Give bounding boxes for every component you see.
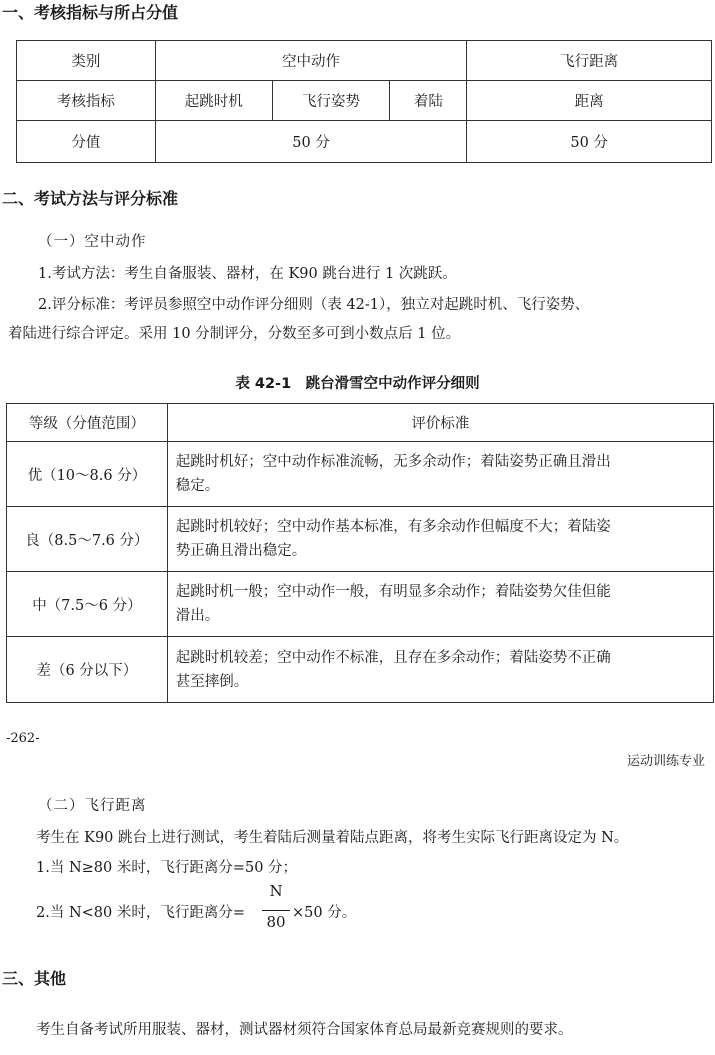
table-row [7, 442, 714, 507]
paragraph: 2.当 N<80 米时，飞行距离分= [36, 905, 245, 921]
paragraph: 着陆进行综合评定。采用 10 分制评分，分数至多可到小数点后 1 位。 [8, 326, 461, 342]
table-row [7, 572, 714, 637]
table-cell: 50 分 [155, 121, 467, 163]
criteria-cell [167, 507, 713, 572]
subsection-title: （一）空中动作 [38, 234, 147, 250]
criteria-line: 起跳时机一般；空中动作一般，有明显多余动作；着陆姿势欠佳但能 [175, 584, 611, 600]
fraction-numerator: N [269, 882, 283, 900]
table-cell: 空中动作 [155, 41, 467, 81]
section2-heading: 二、考试方法与评分标准 [2, 189, 179, 208]
paragraph: 2.评分标准：考评员参照空中动作评分细则（表 42-1），独立对起跳时机、飞行姿势、 [38, 297, 590, 313]
table-row [7, 507, 714, 572]
paragraph: 1.考试方法：考生自备服装、器材，在 K90 跳台进行 1 次跳跃。 [38, 266, 457, 282]
fraction-denominator: 80 [266, 913, 286, 931]
criteria-cell [167, 572, 713, 637]
table-cell: 分值 [17, 121, 156, 163]
table-cell: 飞行姿势 [272, 81, 390, 121]
criteria-line: 甚至摔倒。 [175, 673, 249, 690]
table-cell: 考核指标 [17, 81, 156, 121]
criteria-cell [167, 637, 713, 703]
table-header: 评价标准 [167, 404, 713, 442]
criteria-line: 稳定。 [175, 478, 220, 494]
paragraph: 考生自备考试所用服装、器材，测试器材须符合国家体育总局最新竞赛规则的要求。 [36, 1022, 573, 1038]
criteria-line: 势正确且滑出稳定。 [175, 543, 307, 559]
table-caption: 表 42-1 跳台滑雪空中动作评分细则 [235, 376, 480, 392]
table-cell: 距离 [467, 81, 712, 121]
page-number: -262- [6, 731, 40, 746]
grade-cell: 优（10～8.6 分） [7, 442, 168, 507]
criteria-line: 起跳时机好；空中动作标准流畅，无多余动作；着陆姿势正确且滑出 [175, 454, 611, 470]
grade-cell: 中（7.5～6 分） [7, 572, 168, 637]
running-head: 运动训练专业 [626, 754, 705, 769]
criteria-line: 起跳时机较差；空中动作不标准，且存在多余动作；着陆姿势不正确 [175, 649, 611, 666]
grade-cell: 差（6 分以下） [7, 637, 168, 703]
paragraph: 1.当 N≥80 米时，飞行距离分=50 分； [36, 860, 298, 876]
table-cell: 飞行距离 [467, 41, 712, 81]
table-cell: 起跳时机 [155, 81, 272, 121]
section1-heading: 一、考核指标与所占分值 [2, 3, 179, 22]
grade-cell: 良（8.5～7.6 分） [7, 507, 168, 572]
table-cell: 着陆 [390, 81, 467, 121]
criteria-line: 滑出。 [175, 608, 220, 624]
aerial-scoring-table [6, 403, 714, 703]
table-row [7, 637, 714, 703]
paragraph: ×50 分。 [292, 905, 357, 921]
section3-heading: 三、其他 [2, 969, 67, 988]
table-cell: 50 分 [467, 121, 712, 163]
subsection-title: （二）飞行距离 [38, 798, 147, 814]
table-cell: 类别 [17, 41, 156, 81]
score-allocation-table [16, 40, 712, 163]
fraction-bar [262, 910, 290, 911]
criteria-cell [167, 442, 713, 507]
table-header: 等级（分值范围） [7, 404, 168, 442]
criteria-line: 起跳时机较好；空中动作基本标准，有多余动作但幅度不大；着陆姿 [175, 519, 611, 535]
paragraph: 考生在 K90 跳台上进行测试，考生着陆后测量着陆点距离，将考生实际飞行距离设定为 N。 [36, 830, 629, 846]
